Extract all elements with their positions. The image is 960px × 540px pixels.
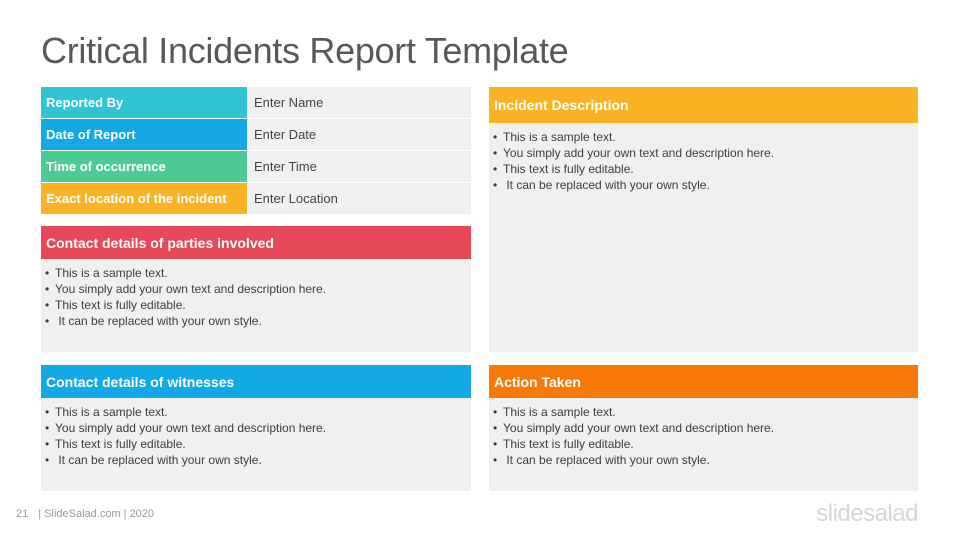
list-item: • This is a sample text. (45, 266, 168, 280)
info-value-field[interactable]: Enter Time (248, 151, 471, 182)
list-item: • It can be replaced with your own style. (493, 178, 710, 192)
panel-body[interactable] (489, 398, 918, 491)
panel-incident-description (489, 87, 918, 352)
info-label: Reported By (41, 87, 247, 118)
list-item: • This text is fully editable. (493, 162, 634, 176)
list-item: • This text is fully editable. (45, 437, 186, 451)
list-item: • This is a sample text. (493, 130, 616, 144)
list-item: • It can be replaced with your own style. (45, 453, 262, 467)
panel-header: Action Taken (489, 365, 918, 398)
panel-body[interactable] (41, 398, 471, 491)
panel-body[interactable] (41, 259, 471, 352)
list-item: • This text is fully editable. (45, 298, 186, 312)
brand-logo: slidesalad (816, 500, 918, 527)
list-item: • It can be replaced with your own style. (45, 314, 262, 328)
info-label: Date of Report (41, 119, 247, 150)
panel-header: Incident Description (489, 87, 918, 123)
info-label: Time of occurrence (41, 151, 247, 182)
footer-text: | SlideSalad.com | 2020 (38, 508, 155, 520)
list-item: • It can be replaced with your own style. (493, 453, 710, 467)
page-title: Critical Incidents Report Template (41, 30, 569, 71)
panel-action-taken (489, 365, 918, 491)
list-item: • You simply add your own text and description here. (493, 421, 775, 435)
panel-contact-parties (41, 226, 471, 352)
info-value-field[interactable]: Enter Name (248, 87, 471, 118)
panel-header: Contact details of parties involved (41, 226, 471, 259)
panel-contact-witnesses (41, 365, 471, 491)
info-row-reported-by (41, 87, 471, 119)
info-value-field[interactable]: Enter Date (248, 119, 471, 150)
list-item: • You simply add your own text and description here. (45, 421, 327, 435)
panel-body[interactable] (489, 123, 918, 352)
footer (16, 508, 154, 520)
list-item: • You simply add your own text and description here. (45, 282, 327, 296)
info-row-time (41, 151, 471, 183)
info-row-date (41, 119, 471, 151)
list-item: • This is a sample text. (45, 405, 168, 419)
incident-info-table (41, 87, 471, 215)
panel-header: Contact details of witnesses (41, 365, 471, 398)
info-label: Exact location of the incident (41, 183, 247, 214)
list-item: • You simply add your own text and description here. (493, 146, 775, 160)
page-number: 21 (16, 508, 29, 520)
list-item: • This is a sample text. (493, 405, 616, 419)
info-row-location (41, 183, 471, 215)
list-item: • This text is fully editable. (493, 437, 634, 451)
info-value-field[interactable]: Enter Location (248, 183, 471, 214)
